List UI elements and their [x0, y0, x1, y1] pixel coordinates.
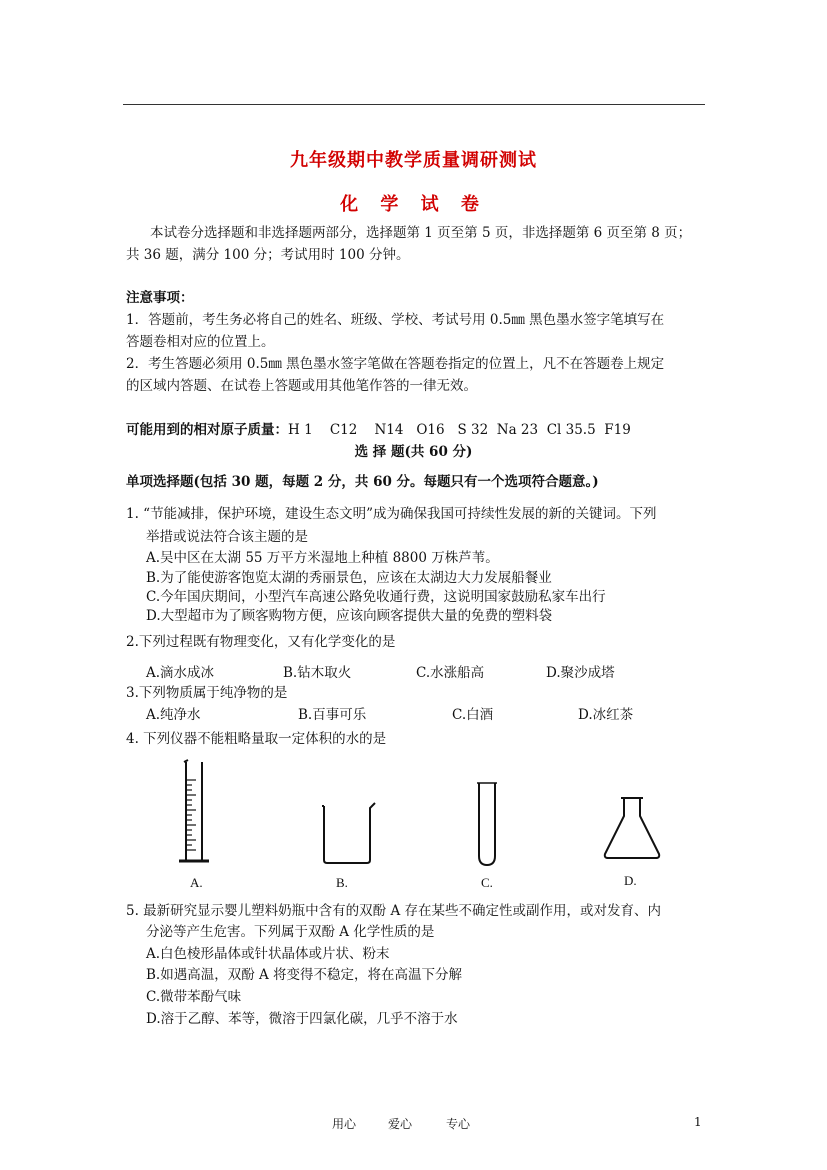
q1-stem-line-1: 1. “节能减排，保护环境，建设生态文明”成为确保我国可持续性发展的新的关键词。下列 — [126, 506, 657, 522]
note-1-line-2: 答题卷相对应的位置上。 — [126, 334, 275, 350]
q3-option-a: A.纯净水 — [146, 707, 201, 723]
q3-option-d: D.冰红茶 — [578, 707, 634, 723]
q5-stem-line-2: 分泌等产生危害。下列属于双酚 A 化学性质的是 — [146, 924, 435, 940]
note-1-line-1: 1．答题前，考生务必将自己的姓名、班级、学校、考试号用 0.5㎜ 黑色墨水签字笔填写在 — [126, 312, 665, 328]
intro-line-1: 本试卷分选择题和非选择题两部分，选择题第 1 页至第 5 页，非选择题第 6 页至第 8 页； — [150, 225, 692, 241]
q5-option-a: A.白色棱形晶体或针状晶体或片状、粉末 — [146, 946, 390, 962]
q5-option-d: D.溶于乙醇、苯等，微溶于四氯化碳，几乎不溶于水 — [146, 1011, 458, 1027]
atomic-mass-values: H 1 C12 N14 O16 S 32 Na 23 Cl 35.5 F19 — [288, 422, 631, 438]
atomic-mass-line — [126, 420, 631, 441]
footer-motto-1: 用心 — [332, 1117, 357, 1131]
note-2-line-2: 的区域内答题、在试卷上答题或用其他笔作答的一律无效。 — [126, 378, 477, 394]
q4-label-b: B. — [336, 875, 348, 890]
conical-flask-icon — [600, 794, 664, 862]
q2-option-d: D.聚沙成塔 — [546, 665, 615, 681]
exam-title: 九年级期中教学质量调研测试 — [290, 150, 537, 171]
q4-label-d: D. — [624, 873, 637, 888]
intro-line-2: 共 36 题，满分 100 分；考试用时 100 分钟。 — [126, 247, 410, 263]
header-rule — [123, 104, 705, 105]
q1-stem-line-2: 举措或说法符合该主题的是 — [146, 529, 308, 545]
exam-subtitle: 化 学 试 卷 — [340, 194, 487, 215]
q1-option-a: A.吴中区在太湖 55 万平方米湿地上种植 8800 万株芦苇。 — [146, 550, 499, 566]
q3-option-b: B.百事可乐 — [298, 707, 367, 723]
section-instruction: 单项选择题(包括 30 题，每题 2 分，共 60 分。每题只有一个选项符合题意。) — [126, 474, 599, 490]
atomic-mass-label: 可能用到的相对原子质量： — [126, 422, 288, 438]
section-title: 选 择 题(共 60 分) — [354, 444, 473, 460]
q2-stem: 2.下列过程既有物理变化，又有化学变化的是 — [126, 634, 396, 650]
q3-option-c: C.白酒 — [452, 707, 494, 723]
test-tube-icon — [474, 780, 500, 868]
q2-option-a: A.滴水成冰 — [146, 665, 215, 681]
q3-stem: 3.下列物质属于纯净物的是 — [126, 685, 288, 701]
q4-stem: 4. 下列仪器不能粗略量取一定体积的水的是 — [126, 731, 387, 747]
q1-option-d: D.大型超市为了顾客购物方便，应该向顾客提供大量的免费的塑料袋 — [146, 608, 553, 624]
note-2-line-1: 2．考生答题必须用 0.5㎜ 黑色墨水签字笔做在答题卷指定的位置上，凡不在答题卷上规定 — [126, 356, 665, 372]
q5-option-c: C.微带苯酚气味 — [146, 989, 242, 1005]
notes-heading: 注意事项： — [126, 290, 194, 306]
page-number: 1 — [694, 1115, 702, 1129]
beaker-icon — [318, 800, 378, 866]
q5-option-b: B.如遇高温，双酚 A 将变得不稳定，将在高温下分解 — [146, 967, 463, 983]
q1-option-c: C.今年国庆期间，小型汽车高速公路免收通行费，这说明国家鼓励私家车出行 — [146, 589, 606, 605]
q4-label-c: C. — [481, 875, 493, 890]
q1-option-b: B.为了能使游客饱览太湖的秀丽景色，应该在太湖边大力发展船餐业 — [146, 570, 552, 586]
q2-option-b: B.钻木取火 — [283, 665, 352, 681]
footer-motto-3: 专心 — [446, 1117, 471, 1131]
footer-motto-2: 爱心 — [388, 1117, 413, 1131]
q4-label-a: A. — [190, 875, 203, 890]
q2-option-c: C.水涨船高 — [416, 665, 485, 681]
q5-stem-line-1: 5. 最新研究显示婴儿塑料奶瓶中含有的双酚 A 存在某些不确定性或副作用，或对发育、内 — [126, 903, 662, 919]
graduated-cylinder-icon — [176, 758, 216, 868]
